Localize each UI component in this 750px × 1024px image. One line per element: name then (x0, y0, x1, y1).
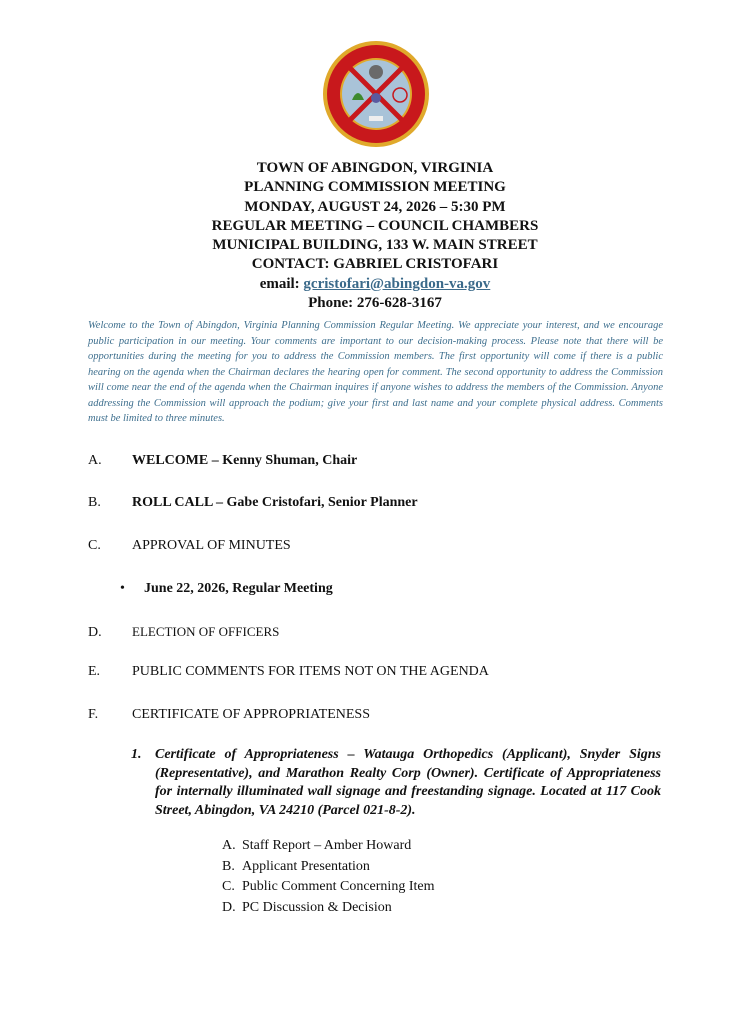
step-text: Staff Report – Amber Howard (242, 838, 412, 853)
step-text: PC Discussion & Decision (242, 900, 392, 916)
agenda-item-f (88, 707, 370, 723)
header-town: TOWN OF ABINGDON, VIRGINIA (256, 160, 494, 176)
step-letter: C. (222, 879, 235, 895)
agenda-item-e (88, 664, 489, 680)
item-letter: A. (88, 453, 102, 468)
header-phone: Phone: 276-628-3167 (308, 295, 442, 312)
minutes-bullet-item (120, 581, 333, 597)
agenda-item-b (88, 495, 418, 511)
item-letter: C. (88, 538, 101, 553)
email-link[interactable]: gcristofari@abingdon-va.gov (303, 275, 491, 292)
item-letter: B. (88, 495, 101, 510)
agenda-item-a (88, 453, 357, 469)
step-item (222, 857, 434, 878)
header-email-line (0, 275, 750, 294)
agenda-subitem-f1 (131, 746, 661, 820)
step-letter: B. (222, 858, 235, 874)
agenda-item-c (88, 538, 291, 554)
item-title: APPROVAL OF MINUTES (132, 538, 291, 553)
item-title: ELECTION OF OFFICERS (132, 624, 280, 639)
email-label: email: (259, 275, 300, 292)
subitem-text: Certificate of Appropriateness – Watauga Orthopedics (Applicant), Snyder Signs (Representative), and Marathon Realty Corp (Owner). Certificate of Appropriateness for internally illuminated wall signage and freestanding signage. Located at 117 Cook Street, Abingdon, VA 24210 (Parcel 021-8-2). (155, 747, 661, 818)
item-letter: F. (88, 707, 99, 722)
step-item (222, 877, 434, 898)
item-title: CERTIFICATE OF APPROPRIATENESS (132, 707, 370, 722)
step-text: Applicant Presentation (242, 858, 370, 874)
item-letter: E. (88, 664, 101, 679)
subitem-steps-list (222, 836, 434, 919)
step-letter: D. (222, 900, 236, 916)
welcome-paragraph: Welcome to the Town of Abingdon, Virginia Planning Commission Regular Meeting. We appreciate your interest, and we encourage public participation in our meeting. Your comments are important to our decision-making process. Please note that there will be opportunities during the meeting for you to address the Commission members. The first opportunity will come if there is a public hearing on the agenda when the Chairman declares the hearing open for comment. The second opportunity to address the Commission will come near the end of the agenda when the Chairman inquires if anyone wishes to address the members of the Commission. Anyone addressing the Commission will approach the podium; give your first and last name and your complete physical address. Comments must be limited to three minutes. (88, 320, 663, 424)
step-letter: A. (222, 838, 236, 853)
header-date: MONDAY, AUGUST 24, 2026 – 5:30 PM (244, 198, 506, 215)
step-item (222, 898, 434, 919)
agenda-item-d (88, 624, 279, 641)
item-title: WELCOME – Kenny Shuman, Chair (132, 453, 358, 468)
town-seal-logo (322, 40, 430, 148)
header-contact: CONTACT: GABRIEL CRISTOFARI (251, 256, 499, 273)
item-title: PUBLIC COMMENTS FOR ITEMS NOT ON THE AGENDA (132, 664, 489, 679)
header-meeting: PLANNING COMMISSION MEETING (244, 179, 506, 196)
item-title: ROLL CALL – Gabe Cristofari, Senior Planner (132, 495, 418, 510)
bullet-icon: • (120, 581, 125, 596)
header-type: REGULAR MEETING – COUNCIL CHAMBERS (211, 217, 539, 234)
item-letter: D. (88, 625, 102, 640)
step-item (222, 836, 434, 857)
subitem-number: 1. (131, 747, 142, 762)
bullet-text: June 22, 2026, Regular Meeting (144, 581, 333, 596)
step-text: Public Comment Concerning Item (242, 879, 435, 895)
header-location: MUNICIPAL BUILDING, 133 W. MAIN STREET (212, 237, 538, 254)
meeting-header (0, 159, 750, 313)
